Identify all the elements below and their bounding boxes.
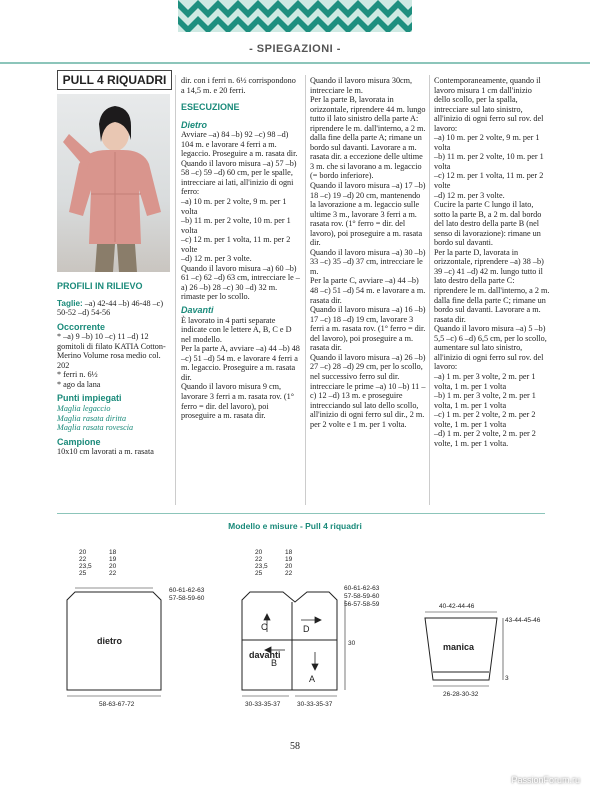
- pattern-title: PULL 4 RIQUADRI: [57, 70, 172, 90]
- neck-measure: 22: [285, 570, 293, 577]
- neck-measure: 22: [79, 556, 87, 563]
- height-shoulder: 57-58-59-60: [344, 593, 380, 600]
- punto-item: Maglia rasata rovescia: [57, 423, 134, 433]
- neck-measure: 22: [255, 556, 263, 563]
- column-rule: [175, 75, 176, 505]
- davanti-text: È lavorato in 4 parti separate indicate con le lettere A, B, C e D nel modello. Per la parte A, avviare –a) 44 –b) 48 –c) 51 –d) 54 m. e lavorare 4 ferri a m. legaccio. Proseguire a m. rasata dir. Quando il lavoro misura 9 cm, lavorare 3 ferri a m. rasata rov. (1° ferro = dir. del lavoro), poi proseguire a m. rasata dir.: [181, 315, 300, 421]
- dietro-width: 58-63-67-72: [99, 701, 135, 708]
- column-3-text: Quando il lavoro misura 30cm, intrecciare le m. Per la parte B, lavorata in orizzontale, riprendere 44 m. lungo tutto il lato sinistro della parte A: riprendere le m. dall'interno, a 2 m. dalla fine della parte A; rimane un bordo sul davanti. Lavorare a m. rasata dir. a eccezione delle ultime 3 m. che si lavorano a m. legaccio (= bordo inferiore). Quando il lavoro misura –a) 17 –b) 18 –c) 19 –d) 20 cm, mantenendo la lavorazione a m. legaccio sulle ultime 3 m., lavorare 3 ferri a m. rasata rov. (1° ferro = dir. del lavoro), poi proseguire a m. rasata dir. Quando il lavoro misura –a) 30 –b) 33 –c) 35 –d) 37 cm, intrecciare le m. Per la parte C, avviare –a) 44 –b) 48 –c) 51 –d) 54 m. e lavorare a m. rasata dir. Quando il lavoro misura –a) 16 –b) 17 –c) 18 –d) 19 cm, lavorare 3 ferri a m. rasata rov. (1° ferro = dir. del lavoro), poi proseguire a m. rasata dir. Quando il lavoro misura –a) 26 –b) 27 –c) 28 –d) 29 cm, per lo scollo, nel successivo ferro sul dir. intrecciare le prime –a) 10 –b) 11 –c) 12 –d) 13 m. e proseguire intrecciando sul lato dello scollo, all'inizio di ogni ferro sul dir., 2 m. per 2 volte e 1 m. per 1 volta.: [310, 76, 426, 429]
- neck-measure: 22: [109, 570, 117, 577]
- campione-text: 10x10 cm lavorati a m. rasata: [57, 447, 154, 457]
- punti-heading: Punti impiegati: [57, 393, 122, 404]
- height-front-extra: 56-57-58-59: [344, 601, 380, 608]
- neck-measure: 20: [285, 563, 293, 570]
- height-shoulder: 57-58-59-60: [169, 595, 205, 602]
- davanti-width-right: 30-33-35-37: [297, 701, 333, 708]
- neck-measure: 25: [79, 570, 87, 577]
- neck-measure: 23,5: [255, 563, 268, 570]
- dietro-text: Avviare –a) 84 –b) 92 –c) 98 –d) 104 m. e lavorare 4 ferri a m. legaccio. Proseguire a m. rasata dir. Quando il lavoro misura –a) 57 –b) 58 –c) 59 –d) 60 cm, per le spalle, intrecciare ai lati, all'inizio di ogni ferro: –a) 10 m. per 2 volte, 9 m. per 1 volta –b) 11 m. per 2 volte, 10 m. per 1 volta –c) 12 m. per 1 volta, 11 m. per 2 volte –d) 12 m. per 3 volte. Quando il lavoro misura –a) 60 –b) 61 –c) 62 –d) 63 cm, intrecciare le –a) 26 –b) 28 –c) 30 –d) 32 m. rimaste per lo scollo.: [181, 130, 300, 302]
- height-top: 60-61-62-63: [344, 585, 380, 592]
- model-photo: [57, 94, 170, 272]
- section-title: - SPIEGAZIONI -: [249, 43, 341, 55]
- manica-top: 40-42-44-46: [439, 603, 475, 610]
- occorrente-text: * –a) 9 –b) 10 –c) 11 –d) 12 gomitoli di filato KATIA Cotton-Merino Volume rosa medio col. 202 * ferri n. 6½ * ago da lana: [57, 332, 166, 389]
- height-top: 60-61-62-63: [169, 587, 205, 594]
- section-divider: [57, 513, 545, 514]
- top-pattern-banner: [178, 0, 412, 32]
- davanti-heading: Davanti: [181, 305, 214, 316]
- campione-continuation: dir. con i ferri n. 6½ corrispondono a 14,5 m. e 20 ferri.: [181, 76, 296, 95]
- occorrente-heading: Occorrente: [57, 321, 106, 332]
- esecuzione-heading: ESECUZIONE: [181, 102, 240, 113]
- dietro-label: dietro: [97, 636, 123, 646]
- neck-measure: 23,5: [79, 563, 92, 570]
- neck-measure: 19: [109, 556, 117, 563]
- part-letter: B: [271, 658, 278, 668]
- neck-measure: 20: [255, 549, 263, 556]
- neck-measure: 18: [109, 549, 117, 556]
- column-4: [434, 76, 550, 448]
- part-letter: A: [309, 674, 316, 684]
- campione-heading: Campione: [57, 436, 101, 447]
- schema-title: Modello e misure - Pull 4 riquadri: [228, 521, 362, 531]
- zigzag-pattern-icon: [178, 0, 412, 32]
- taglie-text: –a) 42-44 –b) 46-48 –c) 50-52 –d) 54-56: [57, 298, 164, 318]
- davanti-height: 30: [348, 640, 356, 647]
- column-1: [57, 282, 172, 457]
- column-4-text: Contemporaneamente, quando il lavoro misura 1 cm dall'inizio dello scollo, per la spalla, intrecciare sul lato sinistro, all'inizio di ogni ferro sul rov. del lavoro: –a) 10 m. per 2 volte, 9 m. per 1 volta –b) 11 m. per 2 volte, 10 m. per 1 volta –c) 12 m. per 1 volta, 11 m. per 2 volte –d) 12 m. per 3 volte. Cucire la parte C lungo il lato, sotto la parte B, a 2 m. dal bordo del lato destro della parte B (nel senso di lavorazione): rimane un bordo sul davanti. Per la parte D, lavorata in orizzontale, riprendere –a) 38 –b) 39 –c) 41 –d) 42 m. lungo tutto il lato destro della parte C: riprendere le m. dall'interno, a 2 m. dalla fine della parte C; rimane un bordo sul davanti. Lavorare a m. rasata dir. Quando il lavoro misura –a) 5 –b) 5,5 –c) 6 –d) 6,5 cm, per lo scollo, aumentare sul lato sinistro, all'inizio di ogni ferro sul rov. del lavoro: –a) 1 m. per 3 volte, 2 m. per 1 volta, 1 m. per 1 volta –b) 1 m. per 3 volte, 2 m. per 1 volta, 1 m. per 1 volta –c) 1 m. per 2 volte, 2 m. per 2 volte, 1 m. per 1 volta –d) 1 m. per 2 volte, 2 m. per 2 volte, 1 m. per 1 volta.: [434, 76, 550, 448]
- neck-measure: 19: [285, 556, 293, 563]
- column-2: [181, 76, 301, 421]
- page-number: 58: [290, 741, 300, 752]
- manica-cuff: 3: [505, 675, 509, 682]
- davanti-shape: [242, 592, 337, 690]
- schematic-svg: [57, 540, 547, 740]
- punto-item: Maglia rasata diritta: [57, 413, 127, 423]
- neck-measure: 20: [109, 563, 117, 570]
- neck-measure: 25: [255, 570, 263, 577]
- manica-height: 43-44-45-46: [505, 617, 541, 624]
- top-rule: [0, 62, 590, 64]
- column-rule: [305, 75, 306, 505]
- davanti-label: davanti: [249, 650, 281, 660]
- column-3: [310, 76, 426, 429]
- neck-measure: 18: [285, 549, 293, 556]
- part-letter: C: [261, 622, 268, 632]
- profili-heading: PROFILI IN RILIEVO: [57, 281, 143, 291]
- manica-bottom: 26-28-30-32: [443, 691, 479, 698]
- taglie-paragraph: [57, 299, 172, 318]
- part-letter: D: [303, 624, 310, 634]
- sweater-photo-icon: [57, 94, 170, 272]
- davanti-width-left: 30-33-35-37: [245, 701, 281, 708]
- neck-measure: 20: [79, 549, 87, 556]
- taglie-label: Taglie:: [57, 298, 83, 308]
- punto-item: Maglia legaccio: [57, 404, 111, 414]
- pattern-schematic: [57, 540, 547, 740]
- dietro-heading: Dietro: [181, 119, 208, 130]
- column-rule: [429, 75, 430, 505]
- watermark: PassionForum.ru: [511, 775, 580, 785]
- manica-label: manica: [443, 642, 475, 652]
